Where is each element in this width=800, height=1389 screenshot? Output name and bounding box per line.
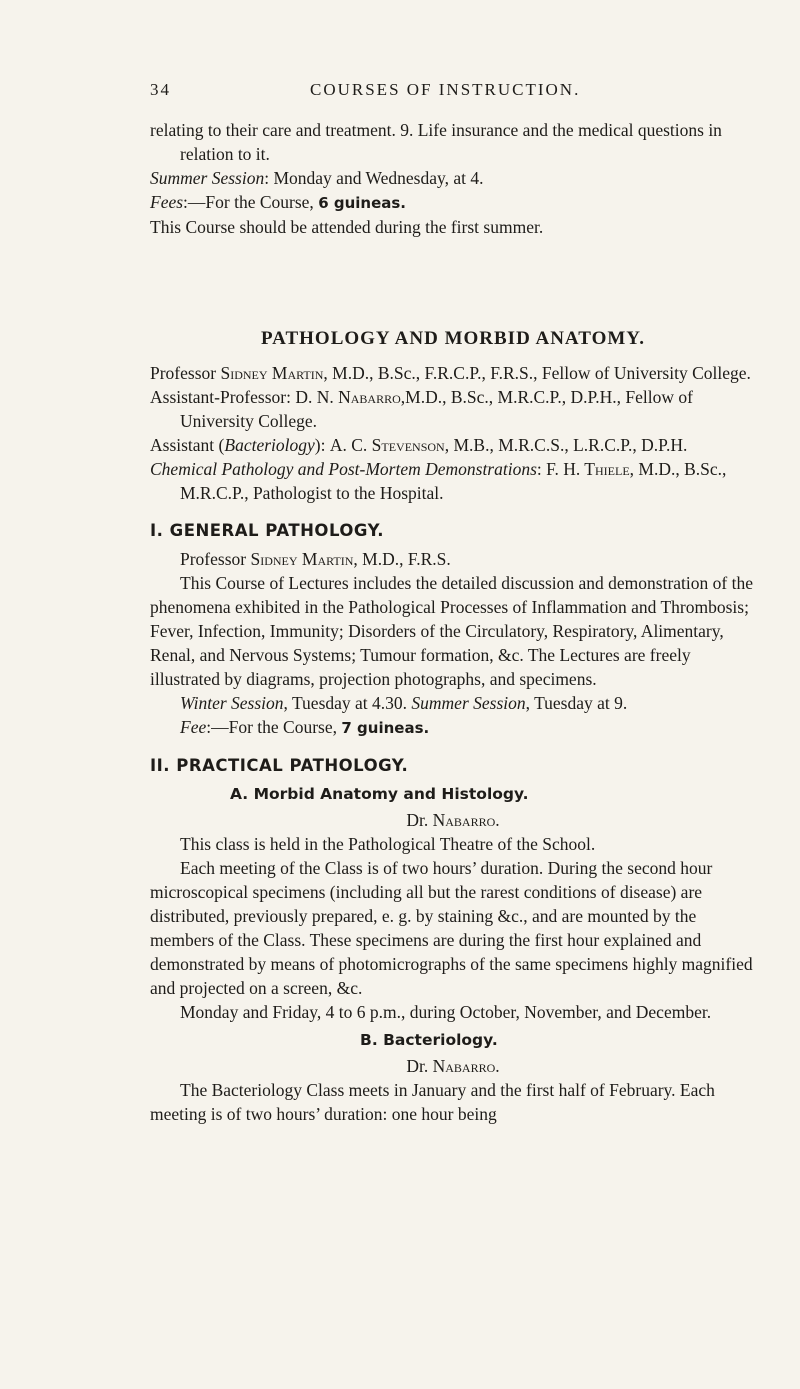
- general-description: This Course of Lectures includes the detailed discussion and demonstration of the phenomena exhibited in the Pathological Processes of Inflammation and Thrombosis; Fever, Infection, Immunity; Disorders of the Circulatory, Respiratory, Alimentary, Renal, and Nervous Systems; Tumour formation, &c. The Lectures are freely illustrated by diagrams, projection photographs, and specimens.: [150, 573, 753, 689]
- morbid-anatomy-paragraph-2: Each meeting of the Class is of two hours’ duration. During the second hour microscopical specimens (including all but the rarest conditions of disease) are distributed, previously prepared, e. g. by staining &c., and are mounted by the members of the Class. These specimens are during the first hour explained and demonstrated by means of photomicrographs of the same specimens highly magnified and projected on a screen, &c.: [150, 858, 753, 998]
- intro-note: This Course should be attended during the first summer.: [150, 217, 544, 237]
- general-sessions: Winter Session, Tuesday at 4.30. Summer Session, Tuesday at 9.: [180, 693, 628, 713]
- page-body: [150, 118, 756, 1126]
- intro-summer-line: Summer Session: Monday and Wednesday, at 4.: [150, 168, 484, 188]
- section-heading-practical-pathology: II. PRACTICAL PATHOLOGY.: [150, 756, 409, 775]
- general-fee-amount: 7 guineas.: [341, 719, 430, 737]
- staff-chemical-pathology: Chemical Pathology and Post-Mortem Demonstrations: F. H. Thiele, M.D., B.Sc., M.R.C.P., Pathologist to the Hospital.: [150, 459, 727, 503]
- morbid-anatomy-paragraph-1: This class is held in the Pathological Theatre of the School.: [180, 834, 596, 854]
- fees-label: Fees: [150, 192, 184, 212]
- subheading-morbid-anatomy: A. Morbid Anatomy and Histology.: [230, 785, 529, 803]
- intro-paragraph: relating to their care and treatment. 9. Life insurance and the medical questions in relation to it.: [150, 120, 722, 164]
- staff-assistant-professor: Assistant-Professor: D. N. Nabarro,M.D., B.Sc., M.R.C.P., D.P.H., Fellow of University College.: [150, 387, 693, 431]
- page-number: 34: [150, 80, 171, 99]
- section-heading-general-pathology: I. GENERAL PATHOLOGY.: [150, 521, 385, 540]
- bacteriology-lecturer: Dr. Nabarro.: [406, 1056, 500, 1076]
- running-title: COURSES OF INSTRUCTION.: [310, 80, 581, 99]
- intro-fees-line: Fees:—For the Course, 6 guineas.: [150, 192, 407, 212]
- general-lecturer: Professor Sidney Martin, M.D., F.R.S.: [180, 549, 451, 569]
- staff-professor: Professor Sidney Martin, M.D., B.Sc., F.R.C.P., F.R.S., Fellow of University College.: [150, 363, 751, 383]
- bacteriology-paragraph-1: The Bacteriology Class meets in January and the first half of February. Each meeting is of two hours’ duration: one hour being: [150, 1080, 715, 1124]
- section-heading-pathology: PATHOLOGY AND MORBID ANATOMY.: [260, 328, 646, 349]
- general-fee: Fee:—For the Course, 7 guineas.: [180, 717, 430, 737]
- staff-assistant-bacteriology: Assistant (Bacteriology): A. C. Stevenson, M.B., M.R.C.S., L.R.C.P., D.P.H.: [150, 435, 688, 455]
- fees-amount: 6 guineas.: [318, 194, 407, 212]
- summer-session-label: Summer Session: [150, 168, 265, 188]
- morbid-anatomy-paragraph-3: Monday and Friday, 4 to 6 p.m., during October, November, and December.: [180, 1002, 712, 1022]
- subheading-bacteriology: B. Bacteriology.: [360, 1031, 498, 1049]
- morbid-anatomy-lecturer: Dr. Nabarro.: [406, 810, 500, 830]
